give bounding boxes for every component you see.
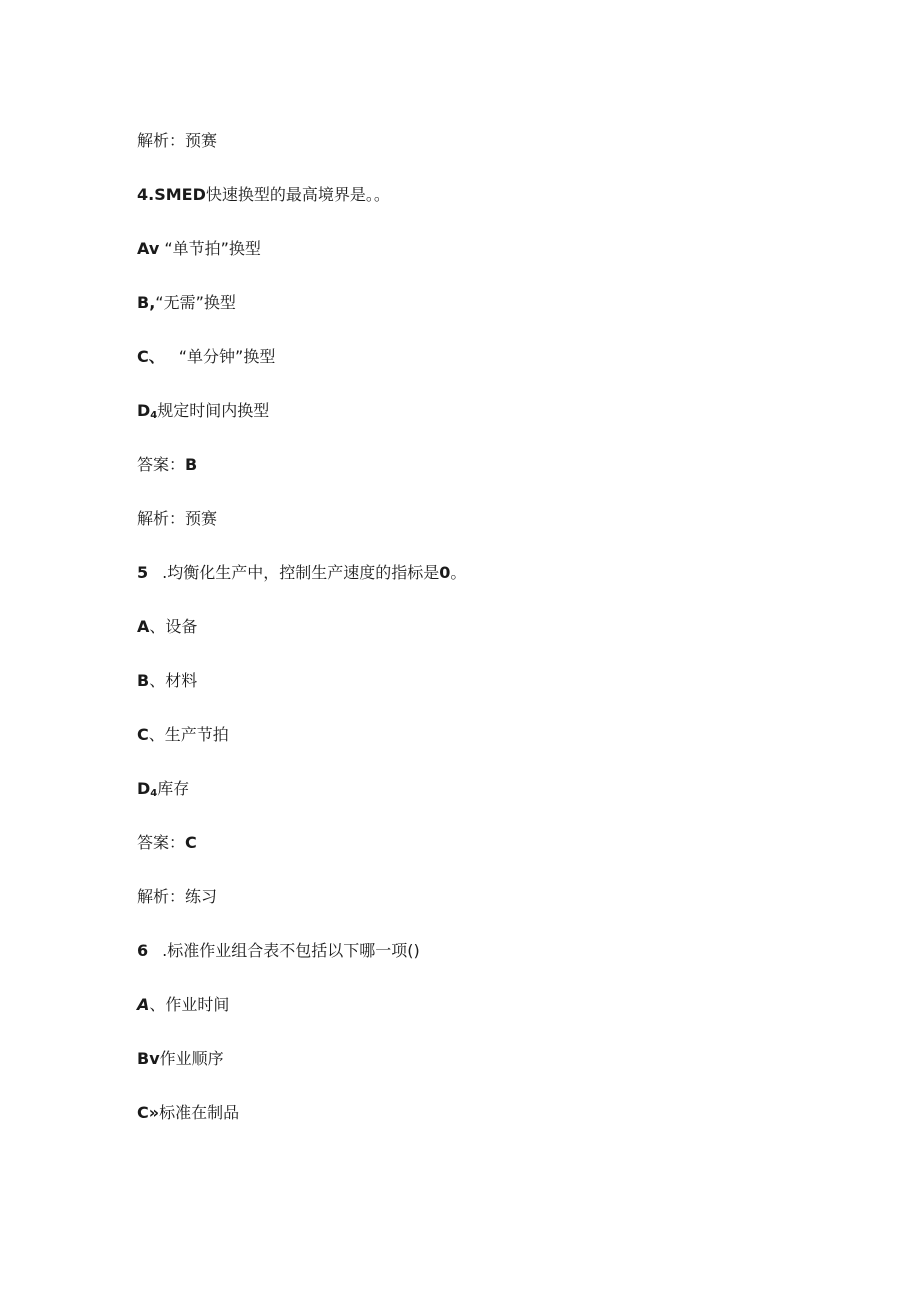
option-label: C» (137, 1103, 160, 1122)
option-b (137, 671, 197, 691)
option-label-subscript: 4 (150, 788, 158, 799)
option-a (137, 995, 229, 1015)
option-label: Av (137, 239, 160, 258)
option-label: Bv (137, 1049, 160, 1068)
answer-value: C (185, 833, 197, 852)
option-text: “单分钟”换型 (178, 347, 276, 366)
answer-line (137, 833, 197, 853)
question-text: .标准作业组合表不包括以下哪一项() (162, 941, 420, 960)
option-text: 库存 (157, 779, 190, 798)
question-6 (137, 941, 420, 961)
analysis-text: 解析：预赛 (137, 509, 218, 528)
option-text: 、设备 (149, 617, 198, 636)
option-d (137, 401, 269, 426)
analysis-text: 解析：预赛 (137, 131, 218, 150)
question-text: 快速换型的最高境界是。。 (205, 185, 390, 204)
question-5 (137, 563, 466, 583)
question-number: 6 (137, 941, 149, 960)
option-a (137, 617, 197, 637)
option-c (137, 725, 229, 745)
option-label: A (137, 617, 150, 636)
question-number: 4.SMED (137, 185, 206, 204)
option-c (137, 1103, 239, 1123)
answer-line (137, 455, 197, 475)
option-text: 、作业时间 (149, 995, 230, 1014)
option-label: D (137, 401, 151, 420)
option-text: 、材料 (149, 671, 198, 690)
question-blank: 0 (439, 563, 451, 582)
option-label: A (137, 995, 150, 1014)
option-label: B (137, 671, 150, 690)
option-label: D (137, 779, 151, 798)
option-label: B, (137, 293, 156, 312)
option-text: 标准在制品 (159, 1103, 240, 1122)
option-label-subscript: 4 (150, 410, 158, 421)
analysis-text: 解析：练习 (137, 887, 218, 906)
answer-label: 答案： (137, 455, 186, 474)
answer-label: 答案： (137, 833, 186, 852)
question-end-mark: 。 (450, 563, 467, 582)
option-c (137, 347, 275, 367)
analysis-line (137, 131, 217, 151)
option-label: C、 (137, 347, 165, 366)
question-text: .均衡化生产中，控制生产速度的指标是 (162, 563, 440, 582)
question-number: 5 (137, 563, 149, 582)
analysis-line (137, 509, 217, 529)
option-label: C (137, 725, 149, 744)
question-4 (137, 185, 390, 205)
option-a (137, 239, 261, 259)
option-b (137, 1049, 224, 1069)
option-text: 、生产节拍 (148, 725, 229, 744)
answer-value: B (185, 455, 198, 474)
option-text: 规定时间内换型 (157, 401, 270, 420)
option-b (137, 293, 236, 313)
option-d (137, 779, 189, 804)
option-text: “单节拍”换型 (164, 239, 261, 258)
analysis-line (137, 887, 217, 907)
option-text: “无需”换型 (155, 293, 236, 312)
option-text: 作业顺序 (159, 1049, 224, 1068)
